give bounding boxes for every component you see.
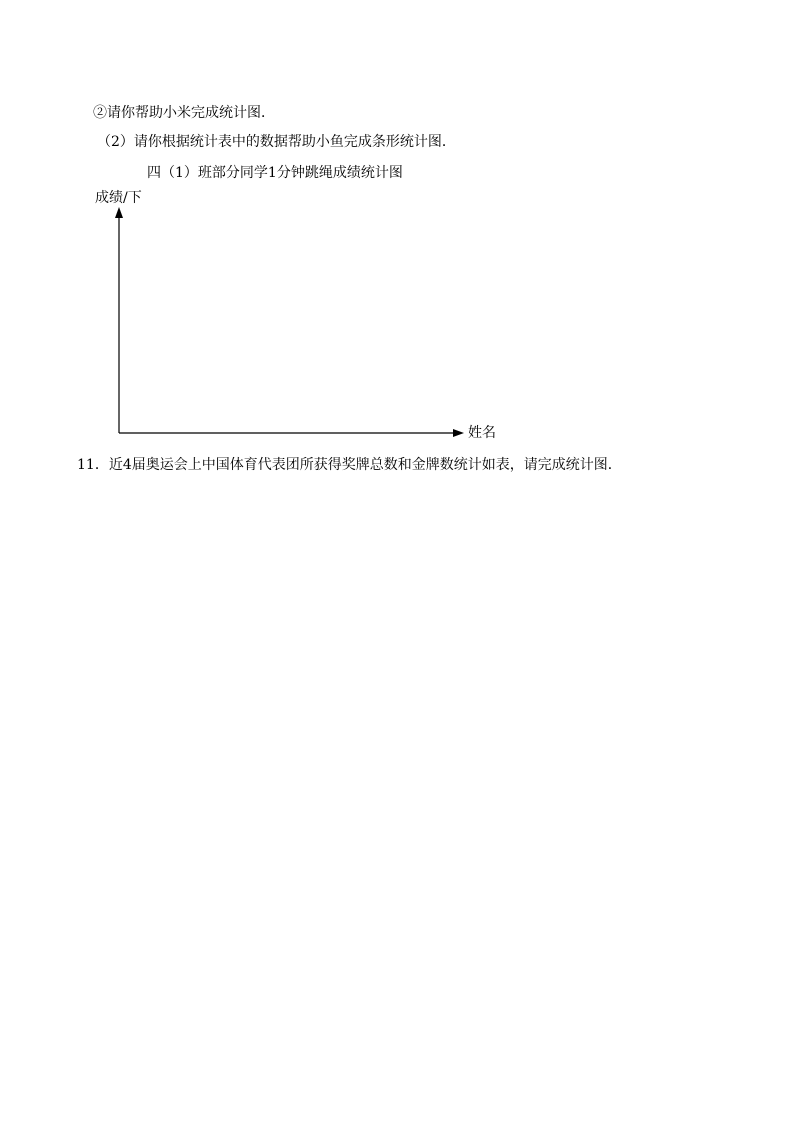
question-item-2: ②请你帮助小米完成统计图． xyxy=(93,105,275,121)
chart-title: 四（1）班部分同学1分钟跳绳成绩统计图 xyxy=(147,165,403,181)
y-axis-arrowhead xyxy=(115,207,123,218)
x-axis-label: 姓名 xyxy=(468,425,496,441)
x-axis-arrowhead xyxy=(453,429,464,437)
question-11: 11．近4届奥运会上中国体育代表团所获得奖牌总数和金牌数统计如表，请完成统计图． xyxy=(77,457,622,473)
question-part-2: （2）请你根据统计表中的数据帮助小鱼完成条形统计图． xyxy=(97,134,456,150)
y-axis-label: 成绩/下 xyxy=(95,190,142,206)
